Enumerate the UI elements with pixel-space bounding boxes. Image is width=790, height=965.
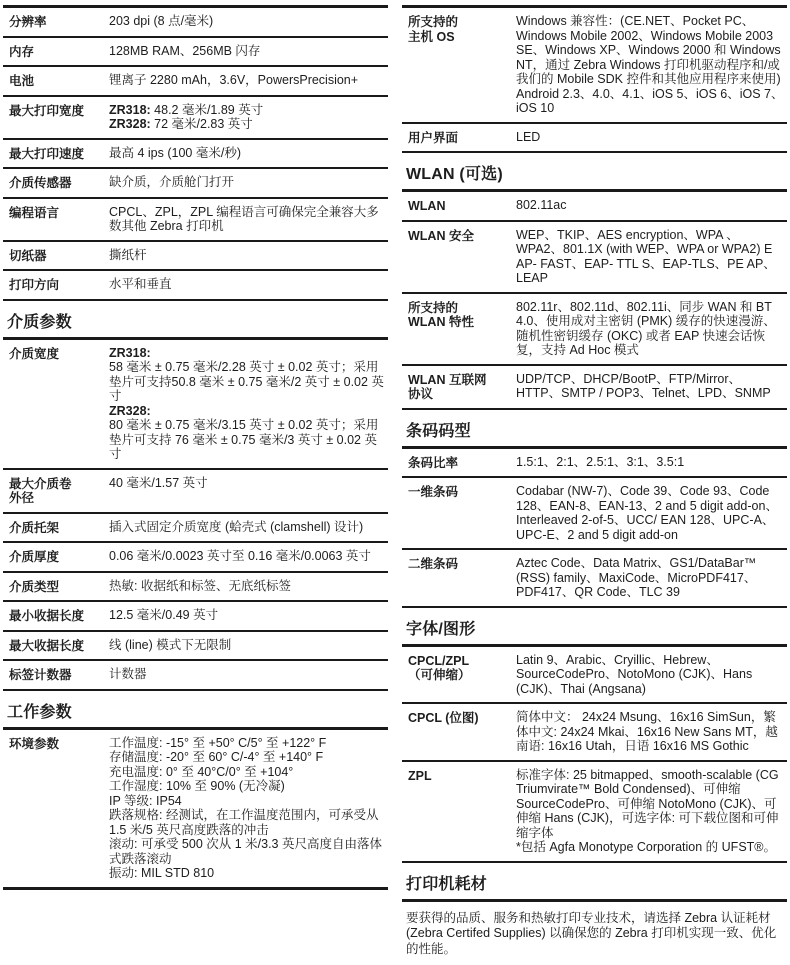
value-line xyxy=(109,608,385,623)
spec-row-value xyxy=(109,175,388,191)
value-line xyxy=(516,228,784,286)
spec-row xyxy=(3,242,388,272)
spec-row xyxy=(402,222,787,294)
spec-row-label: 最大打印宽度 xyxy=(9,103,109,132)
value-line xyxy=(109,808,385,837)
value-line xyxy=(109,277,385,292)
spec-row-label: 环境参数 xyxy=(9,736,109,881)
section-header xyxy=(3,691,388,730)
spec-row-label: 介质类型 xyxy=(9,579,109,595)
value-line xyxy=(109,248,385,263)
spec-row xyxy=(402,449,787,479)
value-line xyxy=(516,300,784,358)
spec-row xyxy=(3,573,388,603)
value-segment: IP 等级: IP54 xyxy=(109,794,182,808)
spec-row-value xyxy=(516,372,787,402)
value-line xyxy=(109,794,385,809)
spec-row-value xyxy=(109,638,388,654)
value-line xyxy=(109,103,385,118)
value-segment: 缺介质，介质舱门打开 xyxy=(109,175,234,189)
spec-row-label: WLAN 安全 xyxy=(408,228,516,286)
spec-row-value xyxy=(109,549,388,565)
spec-row xyxy=(402,366,787,410)
spec-row-label: 介质厚度 xyxy=(9,549,109,565)
spec-row-label: 标签计数器 xyxy=(9,667,109,683)
value-segment-bold: ZR318: xyxy=(109,346,151,360)
value-segment: 滚动: 可承受 500 次从 1 米/3.3 英尺高度自由落体式跌落滚动 xyxy=(109,837,382,866)
value-line xyxy=(516,710,784,754)
spec-row xyxy=(3,632,388,662)
spec-row-label: 最小收据长度 xyxy=(9,608,109,624)
spec-row xyxy=(3,199,388,242)
value-segment: *包括 Agfa Monotype Corporation 的 UFST®。 xyxy=(516,840,776,854)
spec-row xyxy=(402,704,787,762)
spec-row xyxy=(402,762,787,863)
spec-row-label: 介质传感器 xyxy=(9,175,109,191)
section-title: 介质参数 xyxy=(7,314,72,331)
section-header xyxy=(402,863,787,902)
value-segment-bold: ZR328: xyxy=(109,404,151,418)
value-segment: 存储温度: -20° 至 60° C/-4° 至 +140° F xyxy=(109,750,323,764)
value-line xyxy=(516,768,784,841)
value-segment: 撕纸杆 xyxy=(109,248,147,262)
spec-row xyxy=(402,478,787,550)
value-segment: 58 毫米 ± 0.75 毫米/2.28 英寸 ± 0.02 英寸；采用垫片可支持50.8 毫米 ± 0.75 毫米/2 英寸 ± 0.02 英寸 xyxy=(109,360,384,403)
spec-row xyxy=(402,550,787,608)
spec-row-value xyxy=(516,653,787,697)
spec-column-left xyxy=(3,5,388,965)
spec-row-value xyxy=(516,455,787,471)
value-line xyxy=(516,455,784,470)
value-line xyxy=(516,840,784,855)
spec-row-label: ZPL xyxy=(408,768,516,855)
spec-row xyxy=(402,124,787,154)
value-line xyxy=(516,198,784,213)
section-paragraph: 要获得的品质、服务和热敏打印专业技术，请选择 Zebra 认证耗材 (Zebra Certifed Supplies) 以确保您的 Zebra 打印机实现一致、优化的性能。 xyxy=(402,902,787,965)
spec-row-value xyxy=(109,248,388,264)
value-segment: WEP、TKIP、AES encryption、WPA 、WPA2、801.1X (with WEP、WPA or WPA2) E AP- FAST、EAP- TTL S、EAP-TLS、PE AP、LEAP xyxy=(516,228,776,286)
spec-row-label: 所支持的 主机 OS xyxy=(408,14,516,116)
value-segment: 计数器 xyxy=(109,667,147,681)
value-segment: 简体中文： 24x24 Msung、16x16 SimSun，繁体中文: 24x24 Mkai、16x16 New Sans MT，越南语: 16x16 Utah，日语 16x16 MS Gothic xyxy=(516,710,778,753)
value-segment: 最高 4 ips (100 毫米/秒) xyxy=(109,146,241,160)
value-line xyxy=(109,44,385,59)
value-line xyxy=(109,549,385,564)
value-segment: 跌落规格: 经测试，在工作温度范围内，可承受从 1.5 米/5 英尺高度跌落的冲击 xyxy=(109,808,378,837)
value-segment: Aztec Code、Data Matrix、GS1/DataBar™ (RSS) family、MaxiCode、MicroPDF417、PDF417、QR Code、TLC 39 xyxy=(516,556,756,599)
value-segment: 充电温度: 0° 至 40°C/0° 至 +104° xyxy=(109,765,293,779)
spec-row-value xyxy=(109,736,388,881)
value-line xyxy=(516,372,784,401)
spec-row xyxy=(3,38,388,68)
value-segment-bold: ZR328: xyxy=(109,117,151,131)
value-line xyxy=(109,117,385,132)
value-line xyxy=(109,736,385,751)
value-line xyxy=(109,346,385,361)
spec-row-label: 介质宽度 xyxy=(9,346,109,462)
value-line xyxy=(516,653,784,697)
spec-row xyxy=(402,647,787,705)
spec-row-label: 打印方向 xyxy=(9,277,109,293)
value-segment: Codabar (NW-7)、Code 39、Code 93、Code 128、EAN-8、EAN-13、2 and 5 digit add-on、Interleaved 2-of-5、UCC/ EAN 128、UPC-A、UPC-E、2 and 5 digit add-on xyxy=(516,484,778,542)
value-segment: 802.11r、802.11d、802.11i、同步 WAN 和 BT 4.0、使用成对主密钥 (PMK) 缓存的快速漫游、随机性密钥缓存 (OKC) 或者 EAP 快速会话恢复，支持 Ad Hoc 模式 xyxy=(516,300,776,358)
value-segment: CPCL、ZPL，ZPL 编程语言可确保完全兼容大多数其他 Zebra 打印机 xyxy=(109,205,379,234)
spec-row xyxy=(3,271,388,301)
spec-row-value xyxy=(109,608,388,624)
spec-row xyxy=(3,340,388,470)
value-segment: UDP/TCP、DHCP/BootP、FTP/Mirror、HTTP、SMTP / POP3、Telnet、LPD、SNMP xyxy=(516,372,771,401)
spec-row xyxy=(3,67,388,97)
spec-row-label: 一维条码 xyxy=(408,484,516,542)
section-title: 条码码型 xyxy=(406,423,471,440)
value-line xyxy=(516,556,784,600)
spec-row-label: WLAN 互联网 协议 xyxy=(408,372,516,402)
spec-row-label: 二维条码 xyxy=(408,556,516,600)
value-line xyxy=(109,360,385,404)
spec-row xyxy=(402,8,787,124)
spec-row-value xyxy=(109,277,388,293)
value-segment: 水平和垂直 xyxy=(109,277,172,291)
spec-row-value xyxy=(109,520,388,536)
spec-row xyxy=(402,192,787,222)
spec-row-label: CPCL/ZPL （可伸缩） xyxy=(408,653,516,697)
spec-row-label: 条码比率 xyxy=(408,455,516,471)
spec-row-label: CPCL (位图) xyxy=(408,710,516,754)
spec-row-label: 最大介质卷 外径 xyxy=(9,476,109,506)
spec-row xyxy=(3,8,388,38)
spec-row-label: 介质托架 xyxy=(9,520,109,536)
spec-row-value xyxy=(109,146,388,162)
value-segment: 80 毫米 ± 0.75 毫米/3.15 英寸 ± 0.02 英寸；采用垫片可支持 76 毫米 ± 0.75 毫米/3 英寸 ± 0.02 英寸 xyxy=(109,418,378,461)
value-line xyxy=(109,175,385,190)
value-line xyxy=(109,205,385,234)
value-line xyxy=(516,130,784,145)
spec-row-label: 用户界面 xyxy=(408,130,516,146)
spec-row-value xyxy=(516,130,787,146)
spec-row-value xyxy=(109,44,388,60)
value-segment: LED xyxy=(516,130,540,144)
value-segment: 72 毫米/2.83 英寸 xyxy=(151,117,253,131)
spec-row-value xyxy=(516,300,787,358)
section-header xyxy=(402,608,787,647)
value-segment: 工作湿度: 10% 至 90% (无冷凝) xyxy=(109,779,285,793)
value-segment: 1.5:1、2:1、2.5:1、3:1、3.5:1 xyxy=(516,455,684,469)
spec-row xyxy=(3,543,388,573)
value-segment: 线 (line) 模式下无限制 xyxy=(109,638,231,652)
spec-row-value xyxy=(109,667,388,683)
spec-row-label: 编程语言 xyxy=(9,205,109,234)
spec-row-value xyxy=(516,710,787,754)
spec-row-label: 最大收据长度 xyxy=(9,638,109,654)
value-segment: 12.5 毫米/0.49 英寸 xyxy=(109,608,218,622)
spec-row-label: 分辨率 xyxy=(9,14,109,30)
spec-row xyxy=(3,97,388,140)
value-line xyxy=(109,404,385,419)
value-line xyxy=(109,520,385,535)
spec-row-label: 所支持的 WLAN 特性 xyxy=(408,300,516,358)
spec-row-value xyxy=(516,768,787,855)
value-line xyxy=(109,837,385,866)
value-segment: 标准字体: 25 bitmapped、smooth-scalable (CG Triumvirate™ Bold Condensed)、可伸缩 SourceCodePro、可伸缩 NotoMono (CJK)、可伸缩 Hans (CJK)，可选字体: 可下载位图和可伸缩字体 xyxy=(516,768,779,840)
section-title: 工作参数 xyxy=(7,704,72,721)
spec-row-label: 内存 xyxy=(9,44,109,60)
value-line xyxy=(109,418,385,462)
value-segment: 热敏: 收据纸和标签、无底纸标签 xyxy=(109,579,291,593)
spec-row-value xyxy=(109,346,388,462)
value-line xyxy=(109,476,385,491)
value-line xyxy=(109,779,385,794)
spec-row-value xyxy=(516,556,787,600)
value-line xyxy=(516,14,784,116)
value-line xyxy=(109,14,385,29)
spec-row-label: 电池 xyxy=(9,73,109,89)
value-segment: 工作温度: -15° 至 +50° C/5° 至 +122° F xyxy=(109,736,326,750)
spec-row xyxy=(3,140,388,170)
spec-row xyxy=(3,514,388,544)
section-header xyxy=(402,410,787,449)
value-line xyxy=(109,638,385,653)
value-segment: 128MB RAM、256MB 闪存 xyxy=(109,44,260,58)
spec-row-value xyxy=(109,476,388,506)
spec-row xyxy=(3,661,388,691)
value-segment: 203 dpi (8 点/毫米) xyxy=(109,14,213,28)
spec-column-right xyxy=(402,5,787,965)
spec-row xyxy=(3,602,388,632)
value-line xyxy=(109,579,385,594)
spec-row-value xyxy=(516,14,787,116)
spec-row-label: 切纸器 xyxy=(9,248,109,264)
spec-row xyxy=(402,294,787,366)
spec-row-value xyxy=(516,198,787,214)
spec-row-value xyxy=(516,484,787,542)
spec-row xyxy=(3,730,388,890)
value-segment: 48.2 毫米/1.89 英寸 xyxy=(151,103,264,117)
spec-row-value xyxy=(516,228,787,286)
spec-row xyxy=(3,169,388,199)
value-line xyxy=(109,146,385,161)
value-segment: 插入式固定介质宽度 (蛤壳式 (clamshell) 设计) xyxy=(109,520,363,534)
value-segment: 振动: MIL STD 810 xyxy=(109,866,214,880)
value-line xyxy=(109,866,385,881)
value-segment-bold: ZR318: xyxy=(109,103,151,117)
value-line xyxy=(109,765,385,780)
value-segment: Latin 9、Arabic、Cryillic、Hebrew、SourceCodePro、NotoMono (CJK)、Hans (CJK)、Thai (Angsana) xyxy=(516,653,752,696)
spec-row-value xyxy=(109,73,388,89)
spec-row-value xyxy=(109,14,388,30)
spec-row xyxy=(3,470,388,514)
section-header xyxy=(3,301,388,340)
value-segment: 锂离子 2280 mAh，3.6V，PowersPrecision+ xyxy=(109,73,358,87)
section-header xyxy=(402,153,787,192)
value-line xyxy=(109,750,385,765)
spec-row-value xyxy=(109,205,388,234)
spec-row-label: 最大打印速度 xyxy=(9,146,109,162)
section-title: 字体/图形 xyxy=(406,621,475,638)
value-line xyxy=(516,484,784,542)
value-segment: Windows 兼容性：(CE.NET、Pocket PC、Windows Mobile 2002、Windows Mobile 2003 SE、Windows XP、Windows 2000 和 Windows NT，通过 Zebra Windows 打印机驱动程序和/或我们的 Mobile SDK 控件和其他应用程序来使用) Android 2.3、4.0、4.1、iOS 5、iOS 6、iOS 7、iOS 10 xyxy=(516,14,783,115)
section-title: 打印机耗材 xyxy=(406,876,487,893)
section-title: WLAN (可选) xyxy=(406,166,503,183)
spec-row-value xyxy=(109,579,388,595)
value-line xyxy=(109,667,385,682)
value-segment: 0.06 毫米/0.0023 英寸至 0.16 毫米/0.0063 英寸 xyxy=(109,549,371,563)
spec-row-label: WLAN xyxy=(408,198,516,214)
value-segment: 802.11ac xyxy=(516,198,567,212)
value-line xyxy=(109,73,385,88)
spec-row-value xyxy=(109,103,388,132)
value-segment: 40 毫米/1.57 英寸 xyxy=(109,476,208,490)
